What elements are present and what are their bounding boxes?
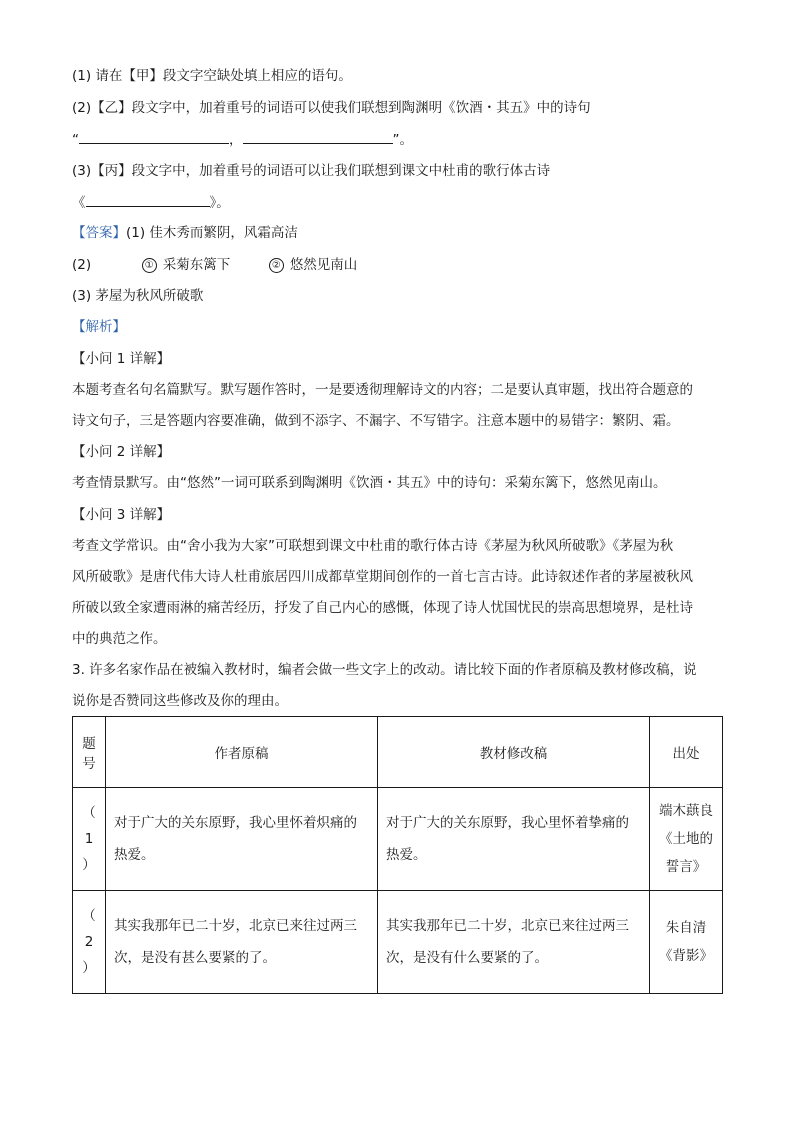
circled-number-2: ②	[269, 258, 284, 273]
sub-question-3-title: 【小问 3 详解】	[72, 507, 171, 523]
answer-2-label: (2)	[72, 257, 92, 273]
question-2-item-2-blanks	[72, 129, 413, 150]
question-2-item-3-blank	[72, 192, 230, 213]
analysis-3-line-1: 考查文学常识。由“舍小我为大家”可联想到课文中杜甫的歌行体古诗《茅屋为秋风所破歌》《茅屋为秋	[72, 538, 674, 554]
question-3-line-2: 说你是否赞同这些修改及你的理由。	[72, 693, 288, 709]
answer-2-part-2: 悠然见南山	[289, 257, 358, 273]
row-number: （ 1 ）	[73, 788, 106, 891]
answer-blank	[243, 129, 393, 144]
header-original: 作者原稿	[106, 717, 378, 788]
close-quote: ”。	[392, 132, 413, 148]
answer-2-part-1: 采菊东篱下	[162, 257, 231, 273]
question-2-item-3: (3)【丙】段文字中，加着重号的词语可以让我们联想到课文中杜甫的歌行体古诗	[72, 163, 551, 179]
original-text: 对于广大的关东原野，我心里怀着炽痛的 热爱。	[106, 788, 378, 891]
question-3-line-1: 3. 许多名家作品在被编入教材时，编者会做一些文字上的改动。请比较下面的作者原稿及教材修改稿，说	[72, 662, 697, 678]
open-title-mark: 《	[72, 195, 86, 211]
analysis-1-line-2: 诗文句子，三是答题内容要准确，做到不添字、不漏字、不写错字。注意本题中的易错字：繁阴、霜。	[72, 413, 680, 429]
answer-tag: 【答案】	[72, 225, 126, 241]
header-revised: 教材修改稿	[378, 717, 650, 788]
open-quote: “	[72, 132, 79, 148]
analysis-tag: 【解析】	[72, 319, 126, 335]
answer-blank	[86, 192, 210, 207]
header-source: 出处	[650, 717, 723, 788]
analysis-1-line-1: 本题考查名句名篇默写。默写题作答时，一是要透彻理解诗文的内容；二是要认真审题，找出符合题意的	[72, 382, 693, 398]
revised-text: 对于广大的关东原野，我心里怀着挚痛的 热爱。	[378, 788, 650, 891]
comma: ，	[229, 132, 243, 148]
header-number: 题 号	[73, 717, 106, 788]
answer-blank	[79, 129, 229, 144]
question-2-item-2: (2)【乙】段文字中，加着重号的词语可以使我们联想到陶渊明《饮酒・其五》中的诗句	[72, 100, 591, 116]
table-row	[73, 788, 723, 891]
original-text: 其实我那年已二十岁，北京已来往过两三 次，是没有甚么要紧的了。	[106, 891, 378, 994]
revised-text: 其实我那年已二十岁，北京已来往过两三 次，是没有什么要紧的了。	[378, 891, 650, 994]
analysis-2-line-1: 考查情景默写。由“悠然”一词可联系到陶渊明《饮酒・其五》中的诗句：采菊东篱下，悠然见南山。	[72, 475, 667, 491]
answer-1: (1) 佳木秀而繁阴，风霜高洁	[126, 225, 298, 241]
answer-line-2	[72, 255, 357, 275]
source-cell: 朱自清 《背影》	[650, 891, 723, 994]
circled-number-1: ①	[142, 258, 157, 273]
row-number: （ 2 ）	[73, 891, 106, 994]
analysis-3-line-4: 中的典范之作。	[72, 631, 167, 647]
table-row	[73, 891, 723, 994]
analysis-3-line-2: 风所破歌》是唐代伟大诗人杜甫旅居四川成都草堂期间创作的一首七言古诗。此诗叙述作者的茅屋被秋风	[72, 569, 693, 585]
comparison-table	[72, 716, 723, 994]
source-cell: 端木蕻良 《土地的 誓言》	[650, 788, 723, 891]
sub-question-2-title: 【小问 2 详解】	[72, 444, 171, 460]
answer-line-1	[72, 223, 298, 243]
close-title-mark: 》。	[209, 195, 230, 211]
table-header-row	[73, 717, 723, 788]
analysis-3-line-3: 所破以致全家遭雨淋的痛苦经历，抒发了自己内心的感慨，体现了诗人忧国忧民的崇高思想境界，是杜诗	[72, 600, 693, 616]
question-2-item-1: (1) 请在【甲】段文字空缺处填上相应的语句。	[72, 68, 352, 84]
sub-question-1-title: 【小问 1 详解】	[72, 351, 171, 367]
answer-3: (3) 茅屋为秋风所破歌	[72, 288, 204, 304]
